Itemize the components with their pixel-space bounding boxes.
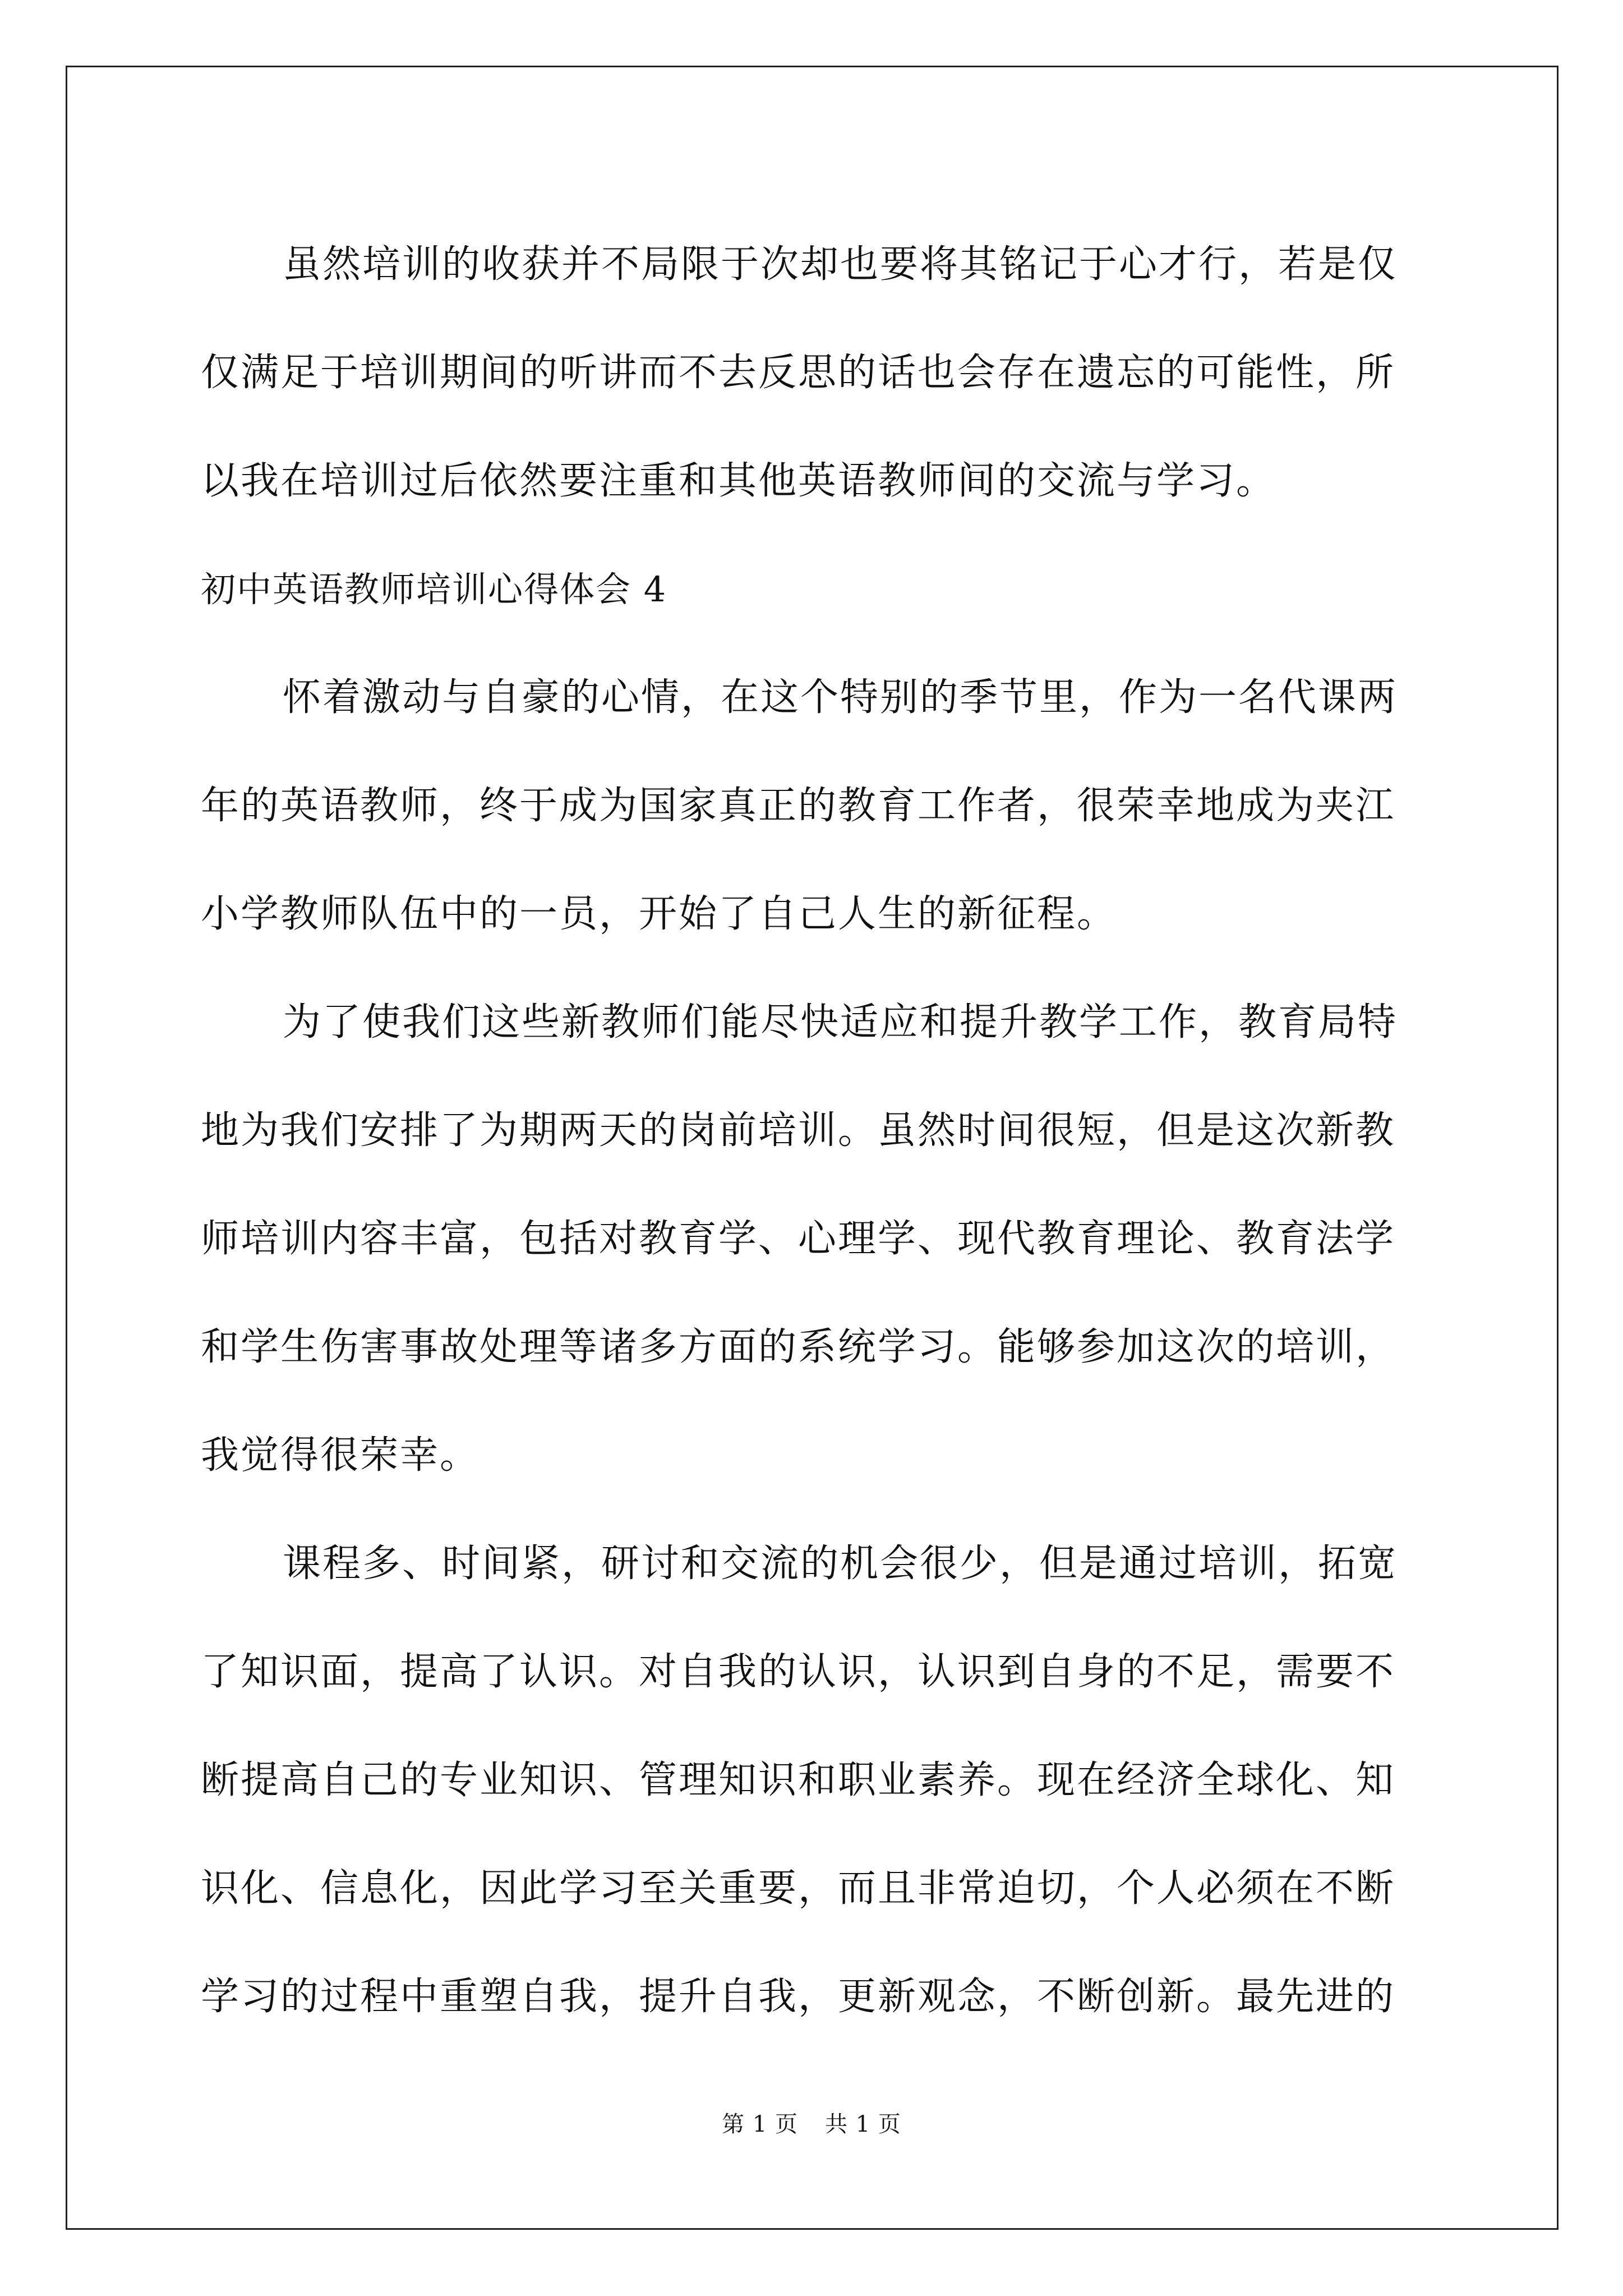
page-footer	[0, 2108, 1623, 2141]
paragraph-2	[201, 643, 1429, 968]
paragraph-line: 年的英语教师，终于成为国家真正的教育工作者，很荣幸地成为夹江	[201, 784, 1396, 828]
paragraph-line: 课程多、时间紧，研讨和交流的机会很少，但是通过培训，拓宽	[283, 1542, 1398, 1586]
paragraph-line: 仅满足于培训期间的听讲而不去反思的话也会存在遗忘的可能性，所	[201, 351, 1396, 395]
paragraph-line: 地为我们安排了为期两天的岗前培训。虽然时间很短，但是这次新教	[201, 1108, 1396, 1153]
paragraph-line: 我觉得很荣幸。	[201, 1433, 480, 1478]
paragraph-1	[201, 210, 1429, 535]
paragraph-line: 和学生伤害事故处理等诸多方面的系统学习。能够参加这次的培训，	[201, 1325, 1396, 1369]
paragraph-line: 学习的过程中重塑自我，提升自我，更新观念，不断创新。最先进的	[201, 1975, 1396, 2019]
section-heading-text: 初中英语教师培训心得体会 4	[201, 569, 667, 610]
paragraph-line: 以我在培训过后依然要注重和其他英语教师间的交流与学习。	[201, 459, 1276, 503]
paragraph-4	[201, 1510, 1429, 2051]
paragraph-line: 小学教师队伍中的一员，开始了自己人生的新征程。	[201, 892, 1117, 936]
paragraph-line: 为了使我们这些新教师们能尽快适应和提升教学工作，教育局特	[283, 1000, 1398, 1045]
paragraph-3	[201, 968, 1429, 1510]
page-total: 共 1 页	[825, 2111, 901, 2137]
paragraph-line: 断提高自己的专业知识、管理知识和职业素养。现在经济全球化、知	[201, 1758, 1396, 1802]
section-heading	[201, 535, 1429, 643]
page-number: 第 1 页	[722, 2111, 798, 2137]
paragraph-line: 虽然培训的收获并不局限于次却也要将其铭记于心才行，若是仅	[283, 242, 1398, 287]
paragraph-line: 了知识面，提高了认识。对自我的认识，认识到自身的不足，需要不	[201, 1650, 1396, 1694]
paragraph-line: 怀着激动与自豪的心情，在这个特别的季节里，作为一名代课两	[283, 675, 1398, 720]
paragraph-line: 识化、信息化，因此学习至关重要，而且非常迫切，个人必须在不断	[201, 1866, 1396, 1911]
document-body	[201, 210, 1429, 2051]
paragraph-line: 师培训内容丰富，包括对教育学、心理学、现代教育理论、教育法学	[201, 1217, 1396, 1261]
